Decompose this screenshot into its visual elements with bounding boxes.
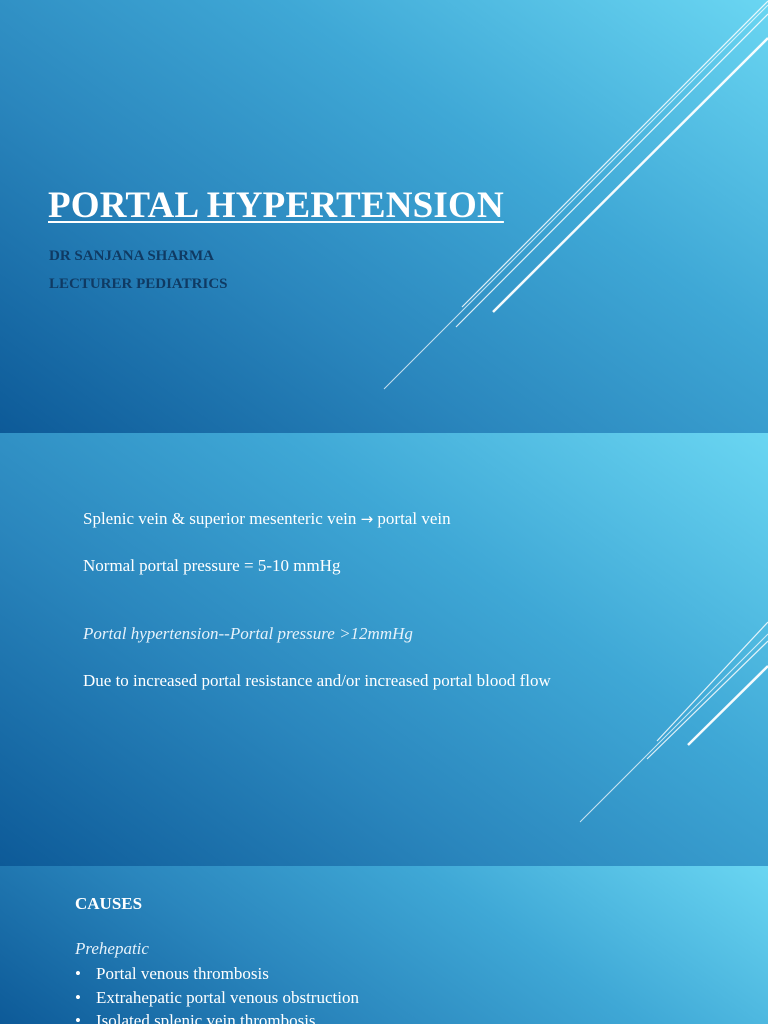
deco-line [493, 38, 768, 312]
deco-line [456, 14, 768, 327]
bullet-icon: • [75, 1011, 81, 1030]
list-item-text: Extrahepatic portal venous obstruction [96, 987, 359, 1007]
list-item-text: Isolated splenic vein thrombosis [96, 1011, 316, 1030]
definition-slide [0, 433, 768, 866]
causes-list [75, 962, 359, 1033]
pathway-source: Splenic vein & superior mesenteric vein [83, 509, 357, 528]
causes-heading: CAUSES [75, 894, 143, 913]
normal-pressure-line: Normal portal pressure = 5-10 mmHg [83, 556, 341, 575]
list-item-text: Portal venous thrombosis [96, 964, 269, 983]
deco-line [462, 1, 768, 307]
author-role: LECTURER PEDIATRICS [49, 276, 228, 292]
pathway-line [83, 509, 451, 529]
deco-line [647, 641, 768, 759]
slide-title: PORTAL HYPERTENSION [48, 185, 504, 226]
prehepatic-subheading: Prehepatic [75, 939, 149, 958]
arrow-right-icon: → [360, 510, 374, 528]
deco-line [580, 634, 768, 822]
cause-summary-line: Due to increased portal resistance and/or increased portal blood flow [83, 671, 551, 690]
definition-line: Portal hypertension--Portal pressure >12mmHg [83, 624, 413, 643]
list-item [75, 1009, 359, 1033]
author-name: DR SANJANA SHARMA [49, 248, 215, 264]
bullet-icon: • [75, 987, 81, 1007]
list-item [75, 986, 359, 1010]
decorative-lines [0, 433, 768, 866]
title-slide [0, 0, 768, 433]
deco-line [688, 666, 768, 745]
list-item [75, 962, 359, 986]
pathway-target: portal vein [377, 509, 451, 528]
bullet-icon: • [75, 964, 81, 983]
